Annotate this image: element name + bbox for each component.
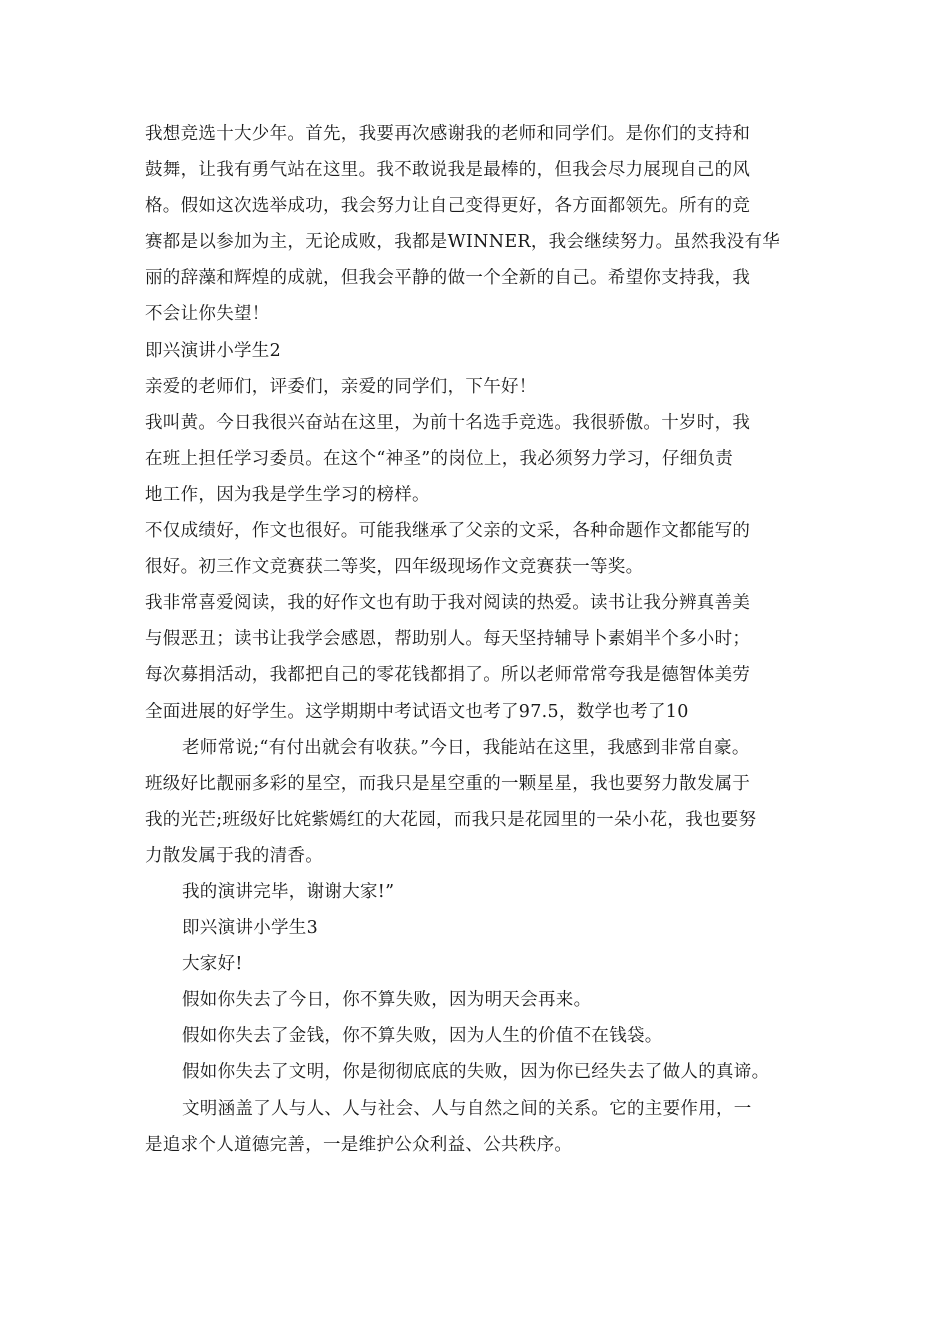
text-line: 我的演讲完毕，谢谢大家!” (182, 881, 395, 902)
text-line: 我想竞选十大少年。首先，我要再次感谢我的老师和同学们。是你们的支持和 (145, 124, 751, 144)
text-line: 地工作，因为我是学生学习的榜样。 (145, 484, 430, 505)
text-line: 力散发属于我的清香。 (145, 845, 323, 866)
text-line: 很好。初三作文竞赛获二等奖，四年级现场作文竞赛获一等奖。 (145, 557, 644, 578)
text-line: 班级好比靓丽多彩的星空，而我只是星空重的一颗星星，我也要努力散发属于 (145, 773, 751, 794)
text-line: 亲爱的老师们，评委们，亲爱的同学们，下午好！ (145, 376, 537, 397)
text-line: 假如你失去了文明，你是彻彻底底的失败，因为你已经失去了做人的真谛。 (182, 1062, 770, 1083)
text-line: 即兴演讲小学生3 (182, 918, 319, 939)
text-line: 我非常喜爱阅读，我的好作文也有助于我对阅读的热爱。读书让我分辨真善美 (145, 593, 751, 614)
text-line: 丽的辞藻和辉煌的成就，但我会平静的做一个全新的自己。希望你支持我，我 (145, 268, 751, 289)
text-line: 全面进展的好学生。这学期期中考试语文也考了97.5，数学也考了10 (145, 701, 689, 722)
text-line: 不会让你失望！ (145, 304, 270, 325)
text-line: 老师常说;“有付出就会有收获。”今日，我能站在这里，我感到非常自豪。 (182, 737, 750, 758)
text-line: 是追求个人道德完善，一是维护公众利益、公共秩序。 (145, 1134, 573, 1155)
text-line: 每次募捐活动，我都把自己的零花钱都捐了。所以老师常常夸我是德智体美劳 (145, 665, 751, 686)
text-line: 即兴演讲小学生2 (145, 340, 282, 361)
text-line: 在班上担任学习委员。在这个“神圣”的岗位上，我必须努力学习，仔细负责 (145, 448, 734, 469)
text-line: 与假恶丑；读书让我学会感恩，帮助别人。每天坚持辅导卜素娟半个多小时； (145, 629, 751, 650)
text-line: 大家好! (182, 954, 243, 975)
text-line: 格。假如这次选举成功，我会努力让自己变得更好，各方面都领先。所有的竞 (145, 196, 751, 217)
text-line: 文明涵盖了人与人、人与社会、人与自然之间的关系。它的主要作用，一 (182, 1098, 752, 1119)
document-body (145, 116, 825, 1163)
text-line: 不仅成绩好，作文也很好。可能我继承了父亲的文采，各种命题作文都能写的 (145, 521, 751, 542)
text-line: 鼓舞，让我有勇气站在这里。我不敢说我是最棒的，但我会尽力展现自己的风 (145, 160, 751, 181)
text-line: 我的光芒;班级好比姹紫嫣红的大花园，而我只是花园里的一朵小花，我也要努 (145, 809, 757, 830)
text-line: 假如你失去了今日，你不算失败，因为明天会再来。 (182, 990, 592, 1011)
text-line: 赛都是以参加为主，无论成败，我都是WINNER，我会继续努力。虽然我没有华 (145, 232, 781, 253)
text-line: 我叫黄。今日我很兴奋站在这里，为前十名选手竞选。我很骄傲。十岁时，我 (145, 412, 751, 433)
text-line: 假如你失去了金钱，你不算失败，因为人生的价值不在钱袋。 (182, 1026, 663, 1047)
